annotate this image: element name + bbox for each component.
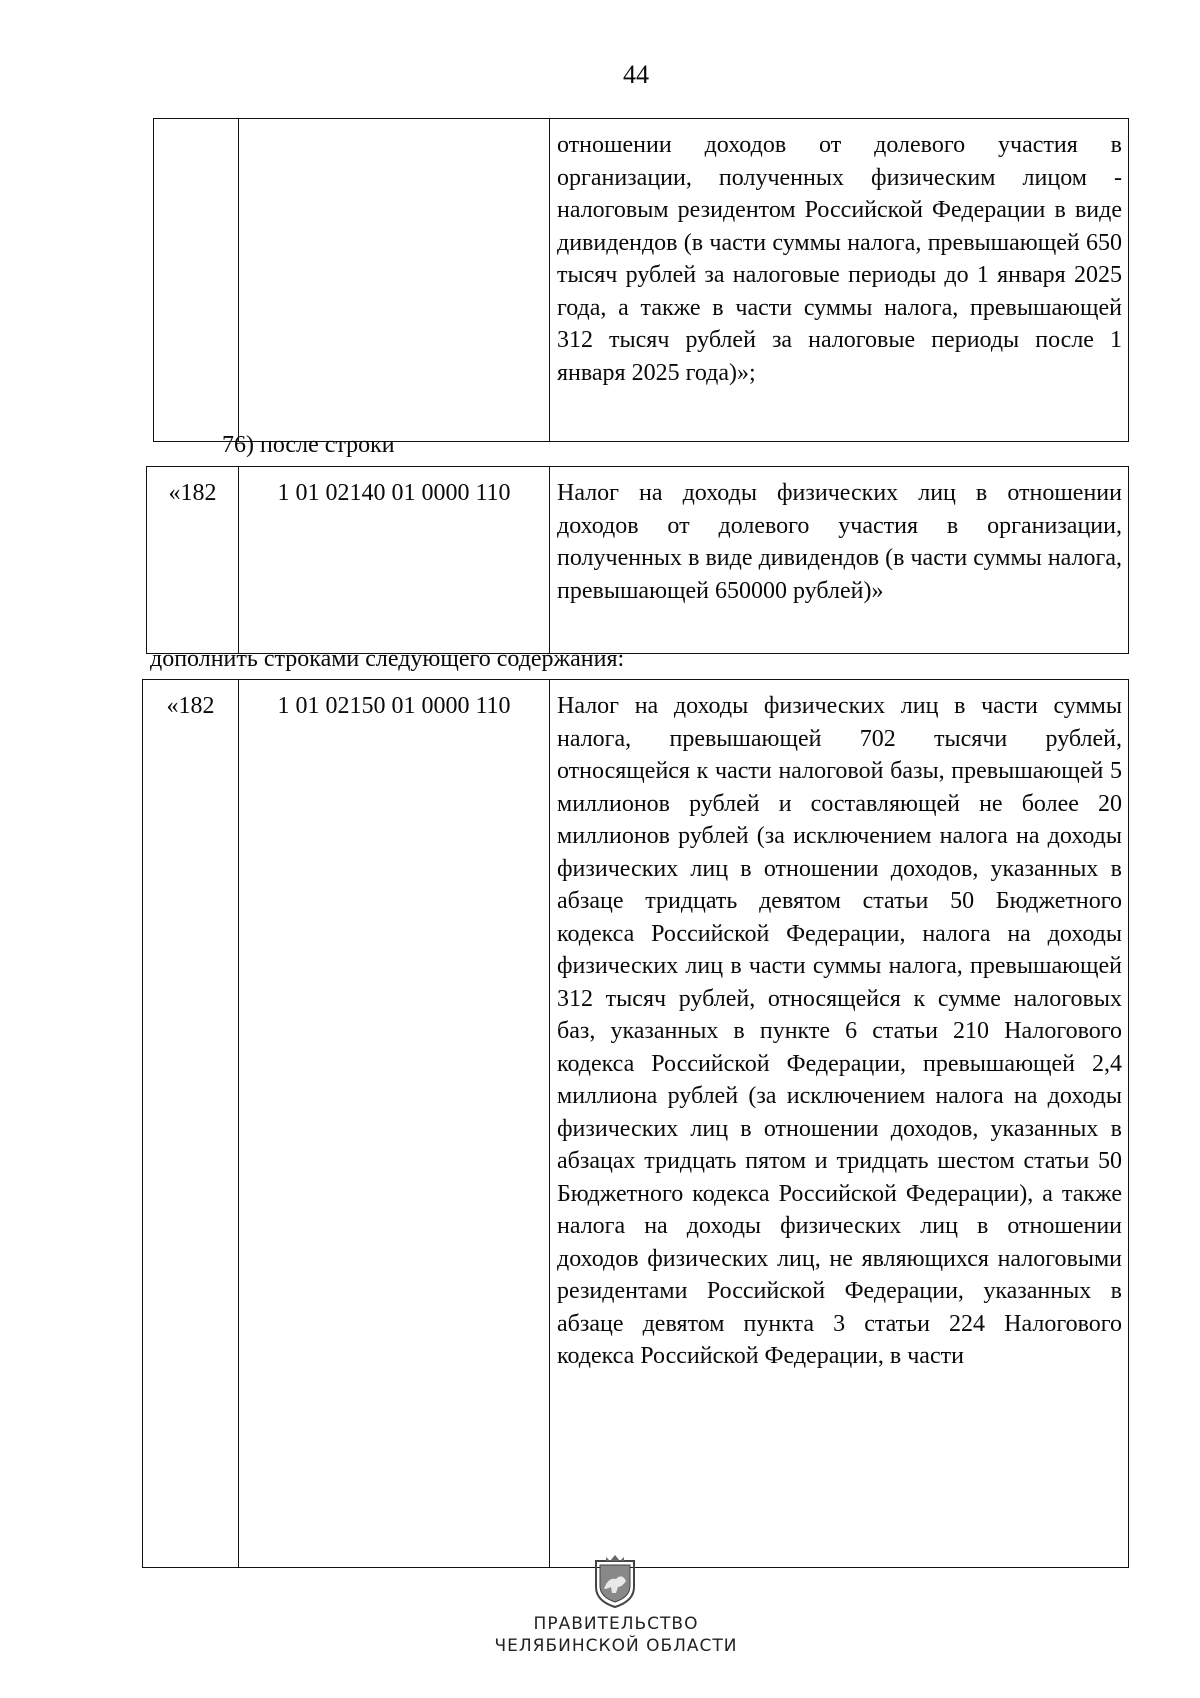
code-kbk-cell: 1 01 02140 01 0000 110 — [239, 467, 550, 654]
organization-name-line2: ЧЕЛЯБИНСКОЙ ОБЛАСТИ — [494, 1636, 738, 1656]
chelyabinsk-coat-of-arms-icon — [592, 1553, 638, 1609]
table-row — [154, 119, 1129, 442]
table-existing-row — [146, 466, 1129, 654]
code-admin-cell — [154, 119, 239, 442]
description-cell: Налог на доходы физических лиц в части суммы налога, превышающей 702 тысячи рублей, относящейся к части налоговой базы, превышающей 5 миллионов рублей и составляющей не более 20 миллионов рублей (за исключением налога на доходы физических лиц в отношении доходов, указанных в абзаце тридцать девятом статьи 50 Бюджетного кодекса Российской Федерации, налога на доходы физических лиц в части суммы налога, превышающей 312 тысяч рублей, относящейся к сумме налоговых баз, указанных в пункте 6 статьи 210 Налогового кодекса Российской Федерации, превышающей 2,4 миллиона рублей (за исключением налога на доходы физических лиц в отношении доходов, указанных в абзацах тридцать пятом и тридцать шестом статьи 50 Бюджетного кодекса Российской Федерации), а также налога на доходы физических лиц в отношении доходов физических лиц, не являющихся налоговыми резидентами Российской Федерации, указанных в абзаце девятом пункта 3 статьи 224 Налогового кодекса Российской Федерации, в части — [550, 680, 1129, 1568]
table-new-row — [142, 679, 1129, 1568]
table-row — [147, 467, 1129, 654]
code-admin-cell: «182 — [147, 467, 239, 654]
paragraph-after-row: 76) после строки — [222, 432, 395, 458]
page-number: 44 — [623, 60, 649, 89]
table-row — [143, 680, 1129, 1568]
code-admin-cell: «182 — [143, 680, 239, 1568]
description-cell: отношении доходов от долевого участия в организации, полученных физическим лицом - налоговым резидентом Российской Федерации в виде дивидендов (в части суммы налога, превышающей 650 тысяч рублей за налоговые периоды до 1 января 2025 года, а также в части суммы налога, превышающей 312 тысяч рублей за налоговые периоды после 1 января 2025 года)»; — [550, 119, 1129, 442]
description-cell: Налог на доходы физических лиц в отношении доходов от долевого участия в организации, полученных в виде дивидендов (в части суммы налога, превышающей 650000 рублей)» — [550, 467, 1129, 654]
organization-name-line1: ПРАВИТЕЛЬСТВО — [533, 1614, 699, 1634]
code-kbk-cell: 1 01 02150 01 0000 110 — [239, 680, 550, 1568]
table-continuation — [153, 118, 1129, 442]
paragraph-add-rows: дополнить строками следующего содержания: — [150, 646, 625, 672]
code-kbk-cell — [239, 119, 550, 442]
